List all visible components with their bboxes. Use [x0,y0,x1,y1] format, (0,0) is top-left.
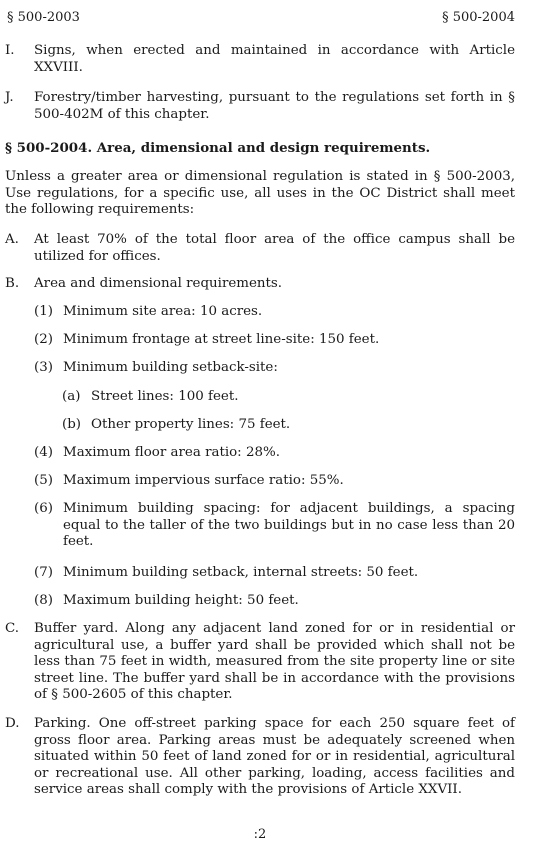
sub-item-text: Maximum impervious surface ratio: 55%. [63,473,344,488]
sub-item-text: Maximum building height: 50 feet. [63,593,299,608]
item-i [5,43,515,76]
item-a [5,232,515,265]
item-label: I. [5,43,15,58]
item-label: B. [5,276,20,291]
item-label: A. [5,232,19,247]
section-heading: § 500-2004. Area, dimensional and design requirements. [5,140,431,156]
sub-sub-item-text: Other property lines: 75 feet. [91,417,291,432]
item-label: C. [5,621,20,636]
page-number: :2 [253,827,267,842]
header-section-left: § 500-2003 [7,10,80,25]
sub-item-label: (6) [34,501,53,516]
sub-item-4 [34,445,515,462]
item-text: Parking. One off-street parking space for each 250 square feet of gross floor area. Parking areas must be adequately screened when situated within 50 feet of land zoned for or in residential, agricultural or recreational use. All other parking, loading, access facilities and service areas shall comply with the provisions of Article XXVII. [34,716,515,798]
sub-sub-item-a [62,389,515,406]
document-page [5,0,515,852]
item-b [5,276,515,293]
header-section-right: § 500-2004 [442,10,515,25]
item-c [5,621,515,704]
item-d [5,716,515,799]
item-text: Area and dimensional requirements. [34,276,283,291]
sub-sub-item-label: (b) [62,417,82,432]
item-text: Forestry/timber harvesting, pursuant to the regulations set forth in § 500-402M of this chapter. [34,90,515,122]
item-label: J. [5,90,14,105]
item-text: At least 70% of the total floor area of the office campus shall be utilized for offices. [34,232,515,264]
sub-item-1 [34,304,515,321]
sub-sub-item-b [62,417,515,434]
sub-item-7 [34,565,515,582]
sub-item-5 [34,473,515,490]
sub-item-text: Maximum floor area ratio: 28%. [63,445,280,460]
item-label: D. [5,716,20,731]
sub-item-label: (8) [34,593,53,608]
sub-item-2 [34,332,515,349]
sub-item-label: (5) [34,473,53,488]
sub-item-text: Minimum frontage at street line-site: 150 feet. [63,332,380,347]
sub-item-6 [34,501,515,551]
sub-item-3 [34,360,515,377]
section-intro: Unless a greater area or dimensional regulation is stated in § 500-2003, Use regulations, for a specific use, all uses in the OC District shall meet the following requirements: [5,169,515,218]
sub-item-text: Minimum building setback-site: [63,360,278,375]
item-text: Signs, when erected and maintained in accordance with Article XXVIII. [34,43,515,75]
sub-item-8 [34,593,515,610]
sub-item-label: (2) [34,332,53,347]
sub-item-text: Minimum building spacing: for adjacent buildings, a spacing equal to the taller of the two buildings but in no case less than 20 feet. [63,501,515,550]
item-j [5,90,515,123]
sub-item-text: Minimum site area: 10 acres. [63,304,263,319]
sub-sub-item-label: (a) [62,389,81,404]
sub-sub-item-text: Street lines: 100 feet. [91,389,239,404]
item-text: Buffer yard. Along any adjacent land zoned for or in residential or agricultural use, a buffer yard shall be provided which shall not be less than 75 feet in width, measured from the site property line or site street line. The buffer yard shall be in accordance with the provisions of § 500-2605 of this chapter. [34,621,515,703]
sub-item-label: (1) [34,304,53,319]
sub-item-label: (4) [34,445,53,460]
sub-item-label: (7) [34,565,53,580]
sub-item-label: (3) [34,360,53,375]
sub-item-text: Minimum building setback, internal streets: 50 feet. [63,565,419,580]
